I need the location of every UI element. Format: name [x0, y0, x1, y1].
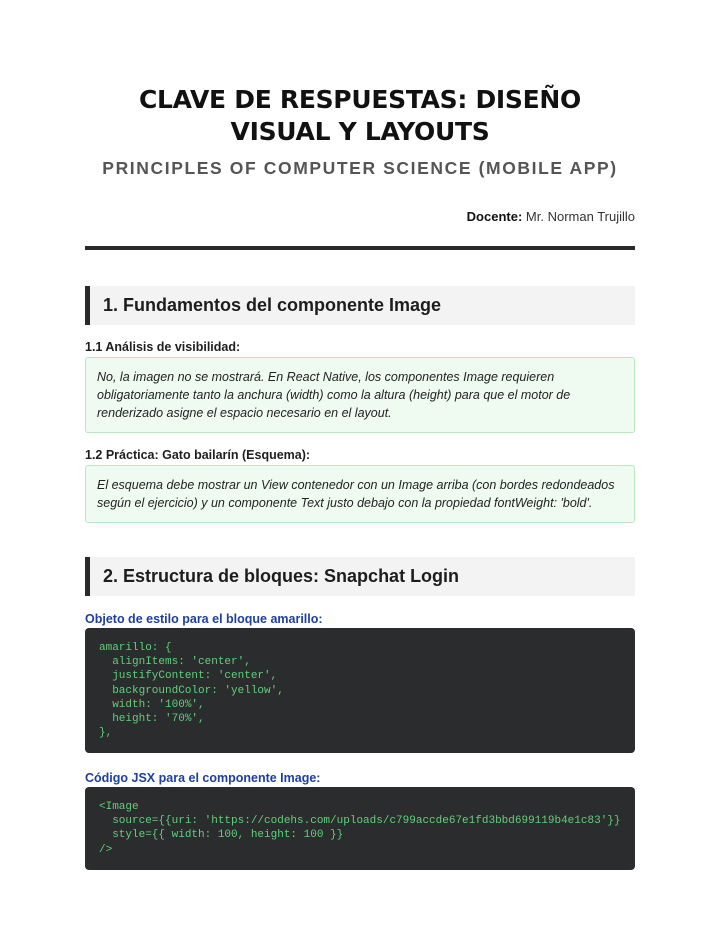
section-2-title: 2. Estructura de bloques: Snapchat Login — [103, 566, 460, 586]
section-1-title: 1. Fundamentos del componente Image — [103, 295, 442, 315]
jsx-code-block: <Image source={{uri: 'https://codehs.com/uploads/c799accde67e1fd3bbd699119b4e1c83'}} style={{ width: 100, height: 100 }} /> — [85, 787, 635, 870]
section-1-heading — [85, 286, 635, 325]
question-1-2-label: 1.2 Práctica: Gato bailarín (Esquema): — [85, 448, 311, 462]
style-code-block: amarillo: { alignItems: 'center', justifyContent: 'center', backgroundColor: 'yellow', width: '100%', height: '70%', }, — [85, 628, 635, 753]
page-title: CLAVE DE RESPUESTAS: DISEÑO VISUAL Y LAYOUTS — [138, 85, 581, 146]
document-header — [0, 0, 720, 179]
page-subtitle: PRINCIPLES OF COMPUTER SCIENCE (MOBILE APP) — [102, 158, 618, 178]
teacher-label: Docente: — [466, 209, 523, 224]
style-object-label: Objeto de estilo para el bloque amarillo: — [85, 612, 323, 626]
jsx-code-label: Código JSX para el componente Image: — [85, 771, 321, 785]
question-1-2-answer: El esquema debe mostrar un View contenedor con un Image arriba (con bordes redondeados según el ejercicio) y un componente Text justo debajo con la propiedad fontWeight: 'bold'. — [85, 465, 635, 523]
question-1-1-answer: No, la imagen no se mostrará. En React Native, los componentes Image requieren obligatoriamente tanto la anchura (width) como la altura (height) para que el motor de renderizado asigne el espacio necesario en el layout. — [85, 357, 635, 433]
question-1-1-label: 1.1 Análisis de visibilidad: — [85, 340, 241, 354]
header-divider — [85, 246, 635, 250]
teacher-info — [467, 209, 635, 224]
section-2-heading — [85, 557, 635, 596]
teacher-name: Mr. Norman Trujillo — [525, 209, 635, 224]
